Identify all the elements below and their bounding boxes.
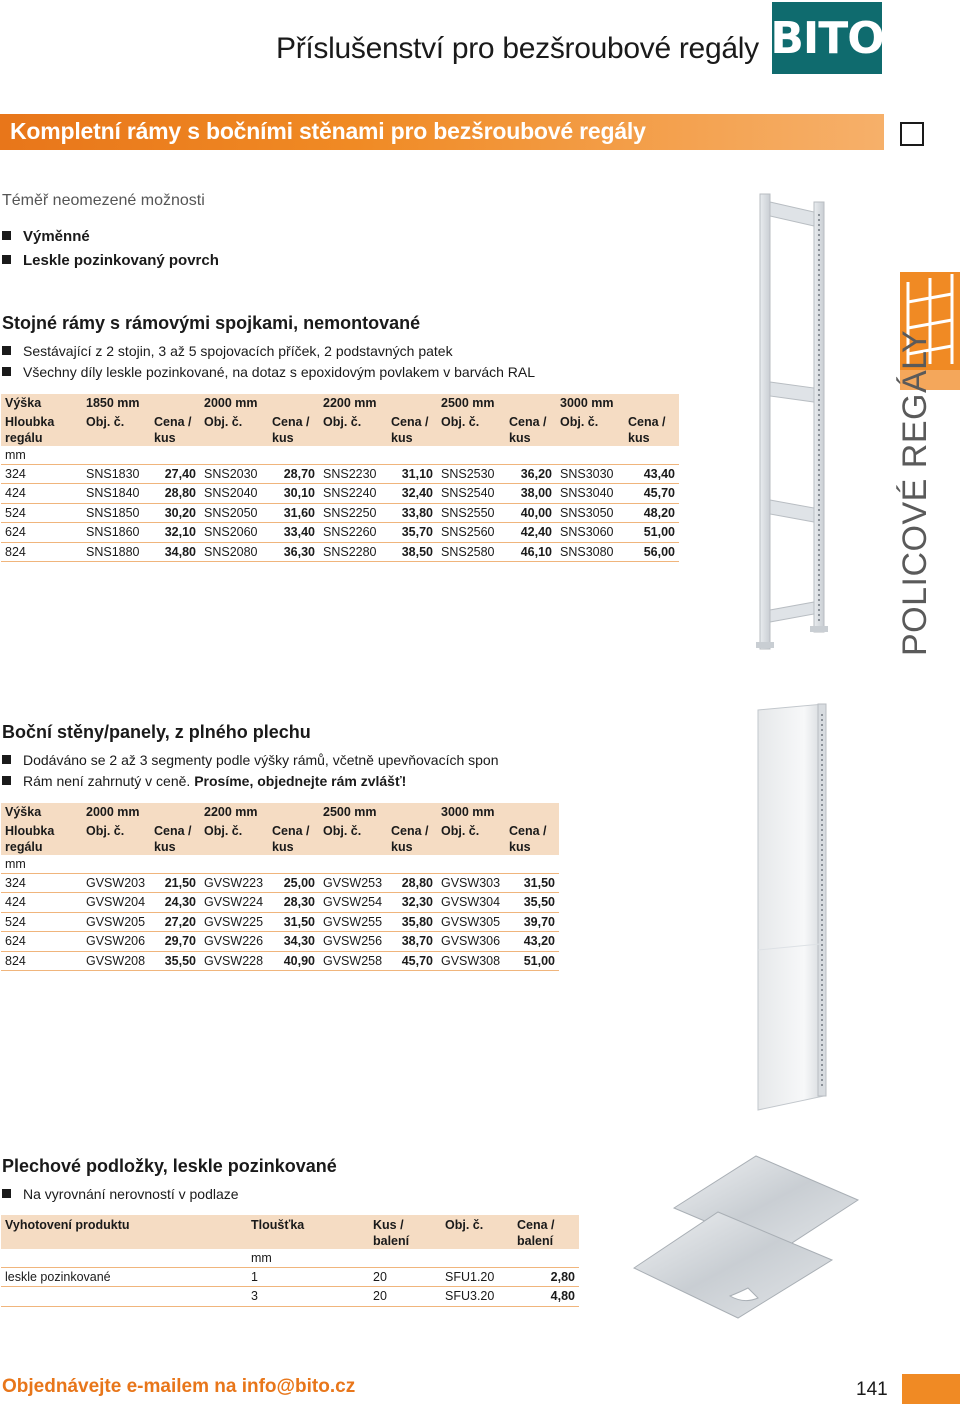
table-row: 524 GVSW205 27,20 GVSW225 31,50 GVSW255 35,80 GVSW305 39,70	[1, 912, 559, 932]
table-row: 324 SNS1830 27,40 SNS2030 28,70 SNS2230 31,10 SNS2530 36,20 SNS3030 43,40	[1, 464, 679, 484]
section-heading: Plechové podložky, leskle pozinkované	[2, 1156, 337, 1176]
page-number: 141	[856, 1379, 888, 1400]
unit-row: mm	[5, 856, 26, 871]
table-row: 424 SNS1840 28,80 SNS2040 30,10 SNS2240 32,40 SNS2540 38,00 SNS3040 45,70	[1, 484, 679, 504]
bullet-square-icon	[2, 755, 11, 764]
bullet-square-icon	[2, 776, 11, 785]
side-panels-price-table	[1, 803, 559, 971]
table-row: 424 GVSW204 24,30 GVSW224 28,30 GVSW254 32,30 GVSW304 35,50	[1, 893, 559, 913]
page-title: Příslušenství pro bezšroubové regály	[276, 32, 759, 65]
bullet-item: Leskle pozinkovaný povrch	[2, 252, 219, 269]
footer-email-link[interactable]: Objednávejte e-mailem na info@bito.cz	[2, 1376, 356, 1397]
table-row: 824 SNS1880 34,80 SNS2080 36,30 SNS2280 38,50 SNS2580 46,10 SNS3080 56,00	[1, 542, 679, 562]
section-heading: Boční stěny/panely, z plného plechu	[2, 722, 311, 742]
unit-row: mm	[5, 447, 26, 462]
table-header-row: Výška 1850 mm 2000 mm 2200 mm 2500 mm 3000 mm	[1, 394, 679, 412]
checkbox-icon	[900, 122, 924, 146]
bullet-item: Na vyrovnání nerovností v podlaze	[2, 1186, 239, 1202]
table-header-row: Hloubka regálu Obj. č. Cena / kus Obj. č. Cena / kus Obj. č. Cena / kus Obj. č. Cena / kus	[1, 821, 559, 855]
banner-title: Kompletní rámy s bočními stěnami pro bezšroubové regály	[10, 118, 646, 144]
bullet-item: Výměnné	[2, 228, 90, 245]
table-row: 624 GVSW206 29,70 GVSW226 34,30 GVSW256 38,70 GVSW306 43,20	[1, 932, 559, 952]
side-panel-image	[738, 700, 838, 1120]
bullet-square-icon	[2, 1189, 11, 1198]
table-header-row: Vyhotovení produktu Tloušťka Kus / balení Obj. č. Cena / balení	[1, 1215, 579, 1249]
upright-frame-image	[748, 190, 838, 660]
category-side-label: POLICOVÉ REGÁLY	[896, 329, 934, 656]
table-row: 3 20 SFU3.20 4,80	[1, 1287, 579, 1307]
bullet-square-icon	[2, 346, 11, 355]
table-row: 624 SNS1860 32,10 SNS2060 33,40 SNS2260 35,70 SNS2560 42,40 SNS3060 51,00	[1, 523, 679, 543]
bullet-item: Rám není zahrnutý v ceně. Prosíme, objednejte rám zvlášť!	[2, 773, 406, 789]
table-header-row: Výška 2000 mm 2200 mm 2500 mm 3000 mm	[1, 803, 559, 821]
bito-logo: BITO	[772, 2, 882, 74]
table-row: leskle pozinkované 1 20 SFU1.20 2,80	[1, 1267, 579, 1287]
bullet-item: Dodáváno se 2 až 3 segmenty podle výšky rámů, včetně upevňovacích spon	[2, 752, 499, 768]
section-heading: Stojné rámy s rámovými spojkami, nemontované	[2, 313, 421, 333]
table-row: 824 GVSW208 35,50 GVSW228 40,90 GVSW258 45,70 GVSW308 51,00	[1, 951, 559, 971]
bullet-item: Sestávající z 2 stojin, 3 až 5 spojovacích příček, 2 podstavných patek	[2, 343, 453, 359]
table-row: 524 SNS1850 30,20 SNS2050 31,60 SNS2250 33,80 SNS2550 40,00 SNS3050 48,20	[1, 503, 679, 523]
frames-price-table	[1, 394, 679, 562]
unit-row: mm	[251, 1250, 272, 1265]
bullet-square-icon	[2, 255, 11, 264]
base-plates-image	[628, 1148, 864, 1324]
page-tab-marker	[902, 1374, 960, 1404]
bullet-square-icon	[2, 367, 11, 376]
tagline: Téměř neomezené možnosti	[2, 192, 205, 209]
bullet-item: Všechny díly leskle pozinkované, na dotaz s epoxidovým povlakem v barvách RAL	[2, 364, 535, 380]
table-row: 324 GVSW203 21,50 GVSW223 25,00 GVSW253 28,80 GVSW303 31,50	[1, 873, 559, 893]
bullet-square-icon	[2, 231, 11, 240]
table-header-row: Hloubka regálu Obj. č. Cena / kus Obj. č. Cena / kus Obj. č. Cena / kus Obj. č. Cena / kus Obj. č. Cena / kus	[1, 412, 679, 446]
base-plates-price-table	[1, 1215, 579, 1307]
